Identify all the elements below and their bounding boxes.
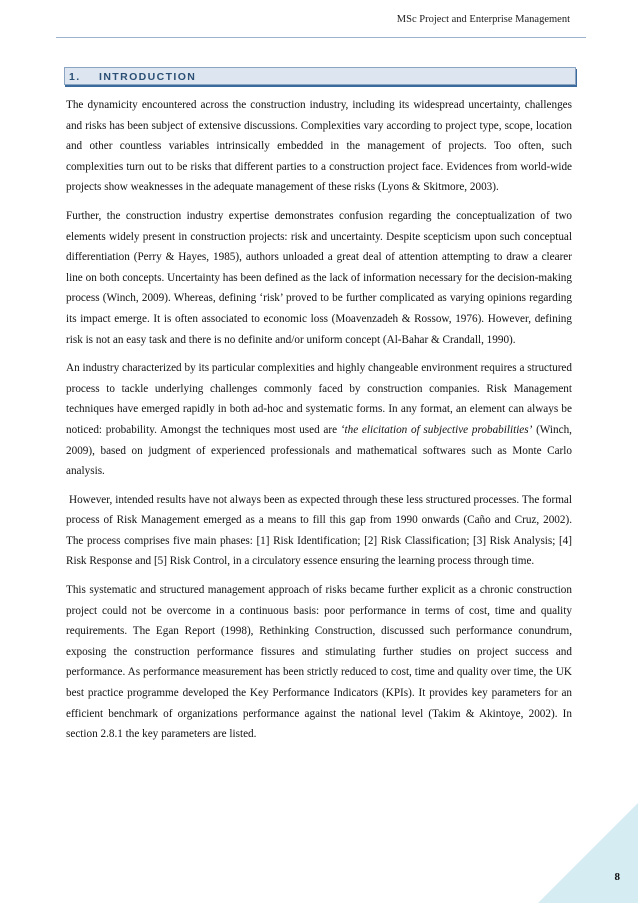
page-number: 8	[614, 871, 620, 883]
section-number: 1.	[69, 71, 81, 83]
paragraph-1: The dynamicity encountered across the construction industry, including its widespread uncertainty, challenges and risks has been subject of extensive discussions. Complexities vary according to project type, scope, location and other countless variables intrinsically embedded in the management of projects. Too often, such complexities turn out to be risks that different parties to a construction project face. Evidences from world-wide projects show weaknesses in the adequate management of these risks (Lyons & Skitmore, 2003).	[66, 99, 572, 194]
section-title: INTRODUCTION	[99, 71, 197, 83]
paragraph-3-end: (Winch, 2009), based on judgment of experienced professionals and mathematical softwares such as Monte Carlo analysis.	[66, 423, 572, 478]
page-corner-decoration	[538, 803, 638, 903]
section-heading	[64, 67, 576, 85]
paragraph-4: However, intended results have not always been as expected through these less structured processes. The formal process of Risk Management emerged as a means to fill this gap from 1990 onwards (Caño and Cruz, 2002). The process comprises five main phases: [1] Risk Identification; [2] Risk Classification; [3] Risk Analysis; [4] Risk Response and [5] Risk Control, in a circulatory essence ensuring the learning process through time.	[66, 493, 572, 568]
paragraph-5: This systematic and structured management approach of risks became further explicit as a chronic construction project could not be overcome in a continuous basis: poor performance in terms of cost, time and quality requirements. The Egan Report (1998), Rethinking Construction, discussed such performance conundrum, exposing the construction performance fissures and stimulating further studies on project success and performance. As performance measurement has been strictly reduced to cost, time and quality over time, the UK best practice programme developed the Key Performance Indicators (KPIs). It provides key parameters for an efficient benchmark of organizations performance against the national level (Takim & Akintoye, 2002). In section 2.8.1 the key parameters are listed.	[66, 584, 572, 741]
header-divider	[56, 37, 586, 38]
running-header: MSc Project and Enterprise Management	[396, 14, 570, 25]
paragraph-3-quote: ‘the elicitation of subjective probabilities’	[340, 423, 533, 436]
paragraph-2: Further, the construction industry expertise demonstrates confusion regarding the conceptualization of two elements widely present in construction projects: risk and uncertainty. Despite scepticism upon such conceptual differentiation (Perry & Hayes, 1985), authors unloaded a great deal of attention attempting to draw a clearer line on both concepts. Uncertainty has been defined as the lack of information necessary for the decision-making process (Winch, 2009). Whereas, defining ‘risk’ proved to be further complicated as varying opinions regarding its impact emerge. It is often associated to economic loss (Moavenzadeh & Rossow, 1976). However, defining risk is not an easy task and there is no definite and/or uniform concept (Al-Bahar & Crandall, 1990).	[66, 209, 572, 346]
body-text	[66, 95, 572, 753]
paragraph-3	[66, 358, 572, 482]
paragraph-3-start: An industry characterized by its particular complexities and highly changeable environment requires a structured process to tackle underlying challenges commonly faced by construction companies. Risk Management techniques have emerged rapidly in both ad-hoc and systematic forms. In any format, an element can always be noticed: probability. Amongst the techniques most used are	[66, 362, 572, 436]
